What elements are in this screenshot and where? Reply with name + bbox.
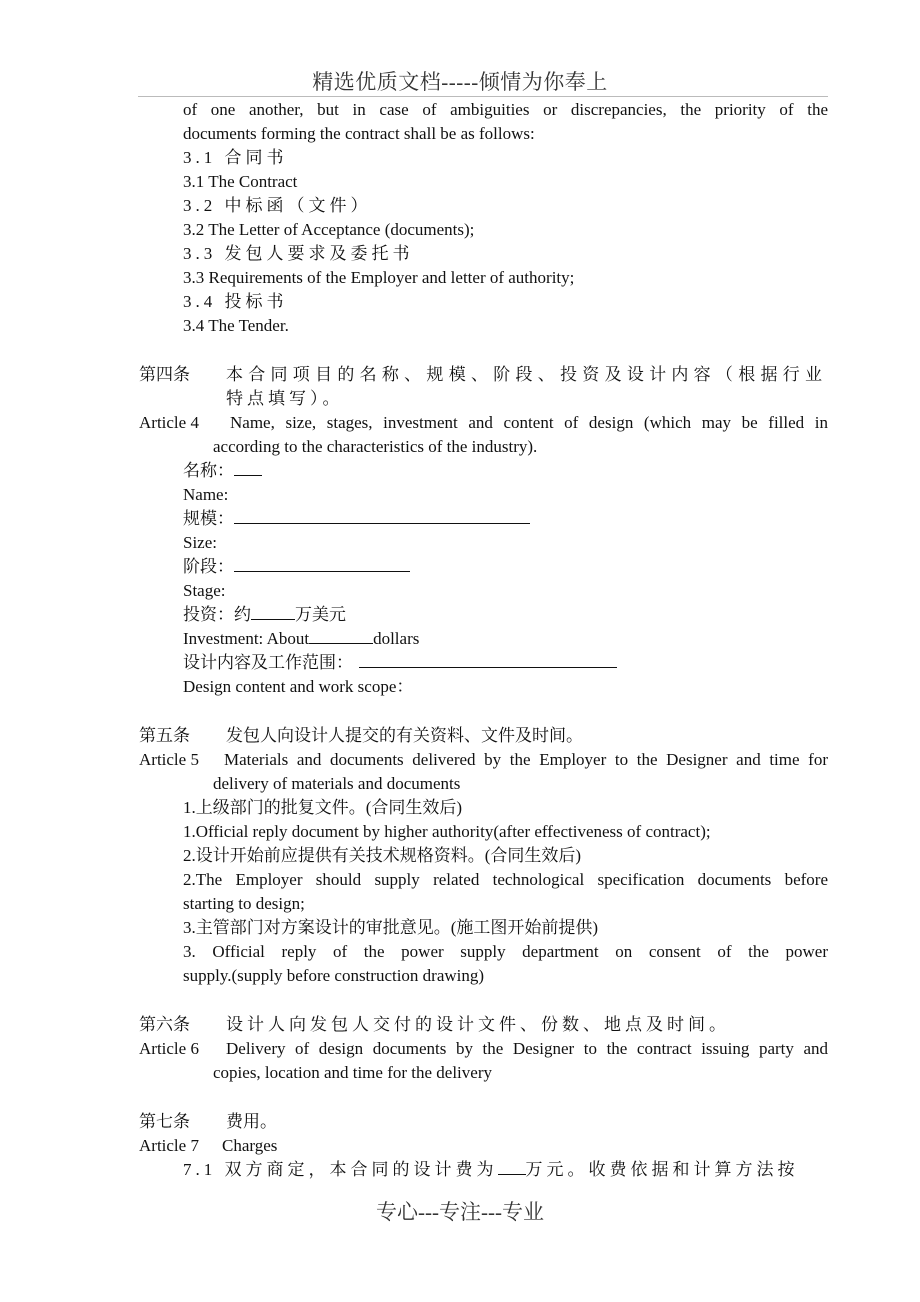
article5-item-2-en-cont: starting to design; [183, 894, 305, 913]
scope-label-en: Design content and work scope： [183, 677, 414, 696]
priority-item-en: 3.2 The Letter of Acceptance (documents); [183, 220, 475, 239]
article7-clause-1 [183, 1158, 799, 1182]
article5-item-1-en: 1.Official reply document by higher authority(after effectiveness of contract); [183, 822, 711, 841]
size-blank[interactable] [234, 507, 530, 524]
investment-label-en: Investment: About [183, 629, 310, 648]
investment-label-cn: 投资：约 [183, 605, 251, 624]
page-footer: 专心---专注---专业 [376, 1200, 544, 1224]
priority-item-cn: 3.3 发包人要求及委托书 [183, 244, 414, 263]
size-label-en: Size: [183, 533, 217, 552]
article5-item-3-en: 3. Official reply of the power supply department on consent of the power [183, 942, 828, 961]
article4-cn-title-cont: 特点填写）。 [226, 389, 344, 408]
article6-en-title-cont: copies, location and time for the delivery [213, 1063, 492, 1082]
clause-text-a: 7.1 双方商定，本合同的设计费为 [183, 1160, 498, 1179]
scope-blank[interactable] [359, 651, 617, 668]
article5-item-2-en: 2.The Employer should supply related technological specification documents before [183, 870, 828, 889]
fee-blank[interactable] [498, 1158, 526, 1175]
article7-en-label: Article 7 [139, 1136, 199, 1155]
article4-en-label: Article 4 [139, 413, 199, 432]
article5-cn-title: 发包人向设计人提交的有关资料、文件及时间。 [226, 726, 583, 745]
priority-item-cn: 3.1 合同书 [183, 148, 288, 167]
stage-label-cn: 阶段： [183, 557, 234, 576]
article7-en-title: Charges [222, 1136, 278, 1155]
investment-blank-cn[interactable] [251, 603, 295, 620]
article5-cn-label: 第五条 [139, 726, 190, 745]
stage-blank[interactable] [234, 555, 410, 572]
intro-line-2: documents forming the contract shall be as follows: [183, 124, 535, 143]
article5-en-title-cont: delivery of materials and documents [213, 774, 461, 793]
article4-en-title: Name, size, stages, investment and content of design (which may be filled in [230, 413, 828, 432]
scope-label-cn: 设计内容及工作范围： [183, 653, 353, 672]
article7-cn-label: 第七条 [139, 1112, 190, 1131]
stage-field-cn [183, 555, 410, 579]
priority-item-cn: 3.2 中标函（文件） [183, 196, 372, 215]
article6-en-label: Article 6 [139, 1039, 199, 1058]
name-label-en: Name: [183, 485, 229, 504]
priority-item-en: 3.3 Requirements of the Employer and letter of authority; [183, 268, 575, 287]
article5-en-title: Materials and documents delivered by the Employer to the Designer and time for [224, 750, 828, 769]
scope-field-cn [183, 651, 617, 675]
article4-cn-title: 本合同项目的名称、规模、阶段、投资及设计内容（根据行业 [226, 365, 826, 384]
name-blank[interactable] [234, 459, 262, 476]
size-label-cn: 规模： [183, 509, 234, 528]
page-header: 精选优质文档-----倾情为你奉上 [312, 70, 608, 94]
article5-item-2-cn: 2.设计开始前应提供有关技术规格资料。(合同生效后) [183, 846, 582, 865]
article4-cn-label: 第四条 [139, 365, 190, 384]
name-label-cn: 名称： [183, 461, 234, 480]
stage-label-en: Stage: [183, 581, 226, 600]
investment-field-en [183, 627, 419, 651]
size-field-cn [183, 507, 530, 531]
article6-en-title: Delivery of design documents by the Designer to the contract issuing party and [226, 1039, 828, 1058]
investment-unit-cn: 万美元 [295, 605, 346, 624]
priority-item-cn: 3.4 投标书 [183, 292, 288, 311]
article5-item-1-cn: 1.上级部门的批复文件。(合同生效后) [183, 798, 463, 817]
name-field-cn [183, 459, 262, 483]
investment-field-cn [183, 603, 346, 627]
investment-unit-en: dollars [373, 629, 420, 648]
article4-en-title-cont: according to the characteristics of the industry). [213, 437, 538, 456]
article6-cn-title: 设计人向发包人交付的设计文件、份数、地点及时间。 [226, 1015, 730, 1034]
investment-blank-en[interactable] [309, 627, 373, 644]
article7-cn-title: 费用。 [226, 1112, 277, 1131]
priority-item-en: 3.4 The Tender. [183, 316, 289, 335]
priority-item-en: 3.1 The Contract [183, 172, 298, 191]
article5-item-3-cn: 3.主管部门对方案设计的审批意见。(施工图开始前提供) [183, 918, 599, 937]
clause-text-b: 万元。收费依据和计算方法按 [525, 1160, 799, 1179]
article6-cn-label: 第六条 [139, 1015, 190, 1034]
article5-item-3-en-cont: supply.(supply before construction drawing) [183, 966, 485, 985]
intro-line-1: of one another, but in case of ambiguities or discrepancies, the priority of the [183, 100, 828, 119]
header-divider [138, 96, 828, 97]
article5-en-label: Article 5 [139, 750, 199, 769]
